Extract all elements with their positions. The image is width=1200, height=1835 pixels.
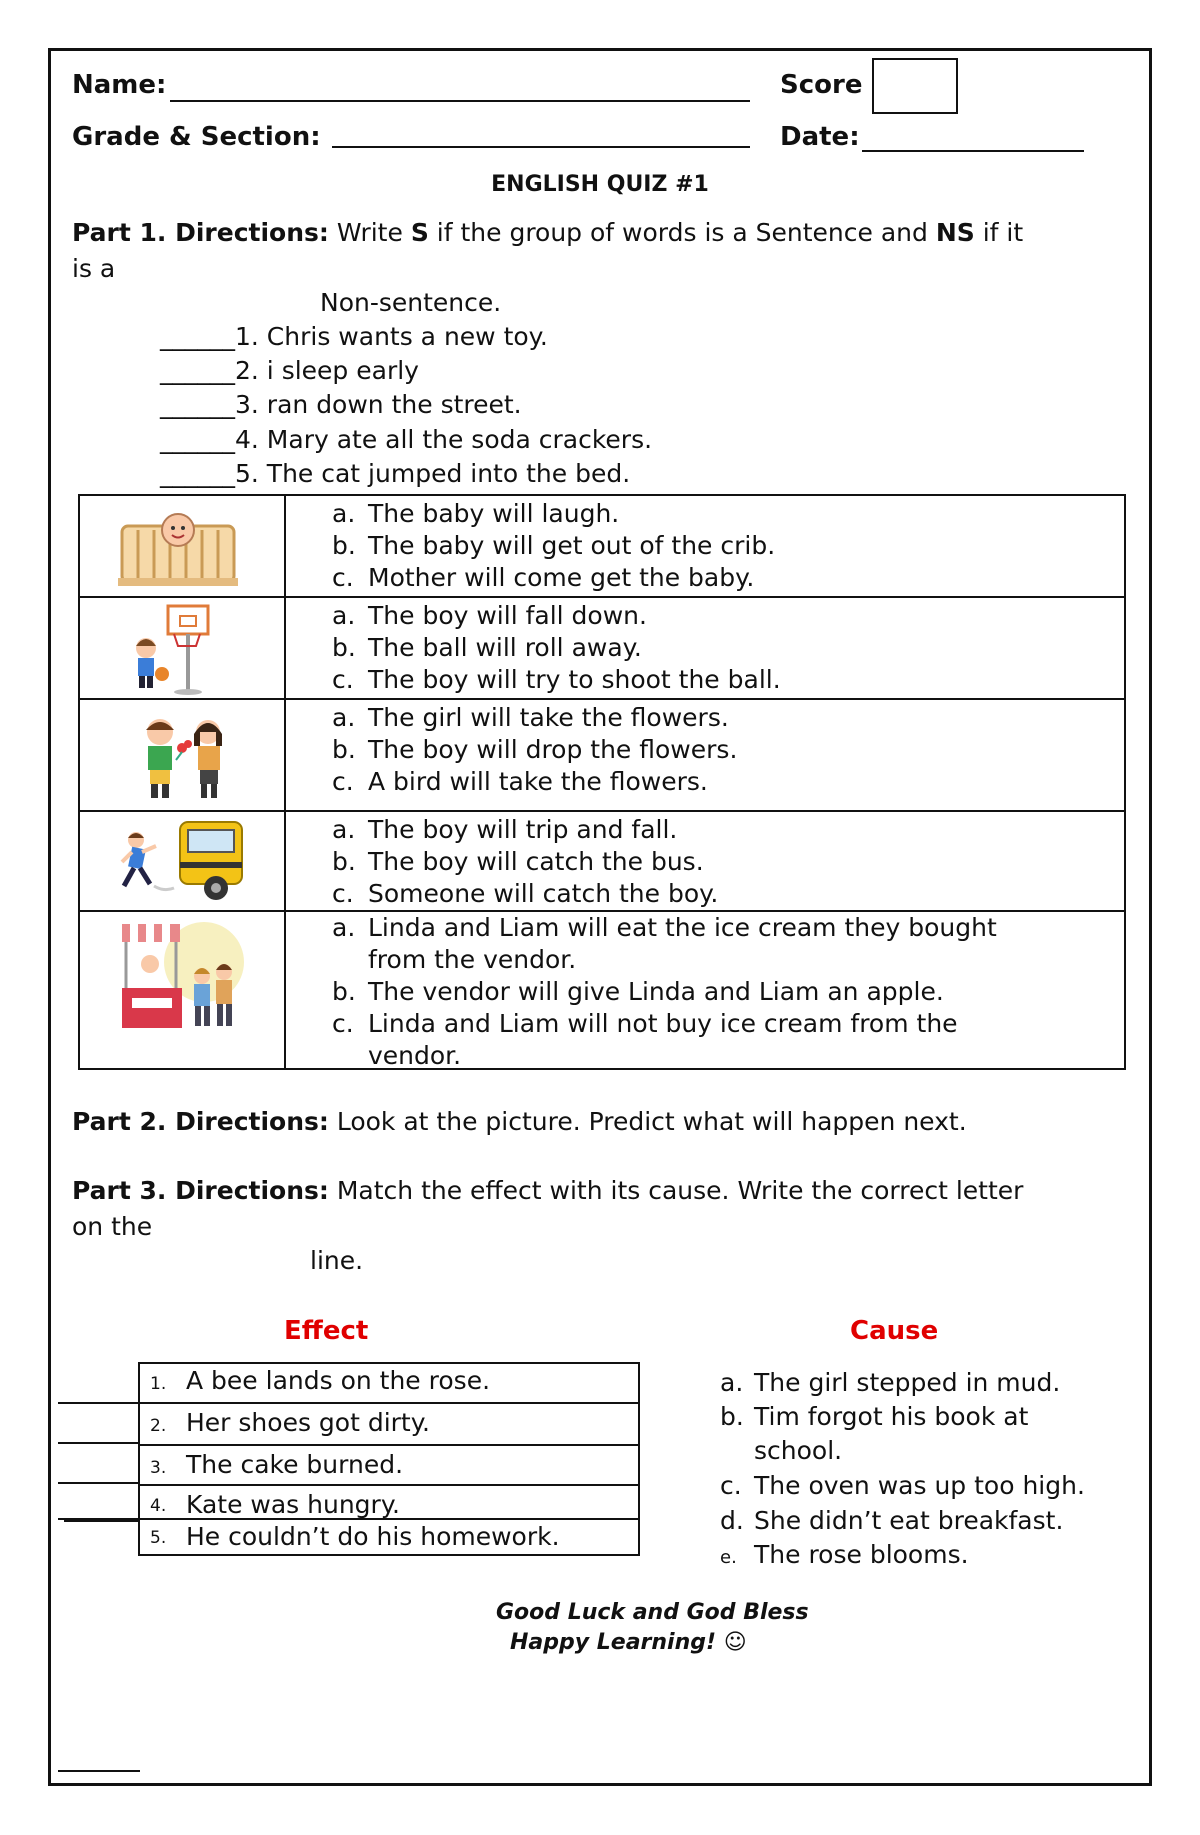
option-a: [332, 814, 677, 846]
effect-text: He couldn’t do his homework.: [186, 1522, 560, 1551]
cause-item-a: [720, 1366, 1060, 1400]
option-text: The boy will fall down.: [368, 601, 647, 630]
footer-line-1: Good Luck and God Bless: [496, 1600, 809, 1625]
part1-item-4: ______4. Mary ate all the soda crackers.: [160, 425, 653, 454]
part1-text-b: if the group of words is a Sentence and: [428, 218, 936, 247]
part2-directions: [72, 1107, 967, 1136]
bottom-answer-line: [58, 1770, 140, 1772]
cause-item-c: [720, 1469, 1085, 1503]
effect-row: [140, 1404, 638, 1446]
option-text: The boy will trip and fall.: [368, 815, 678, 844]
option-key: a.: [332, 703, 356, 732]
cause-key: b.: [720, 1402, 744, 1431]
cause-text: The girl stepped in mud.: [754, 1368, 1061, 1397]
baby-crib-picture: [118, 506, 238, 594]
effect-row: [140, 1364, 638, 1404]
prediction-row: [80, 598, 1124, 700]
cause-item-e: [720, 1538, 969, 1575]
option-text-continued: vendor.: [368, 1041, 462, 1070]
effect-number: 3.: [150, 1458, 167, 1478]
score-label: Score: [780, 70, 863, 100]
option-text: Linda and Liam will eat the ice cream they bought: [368, 913, 997, 942]
cause-key: a.: [720, 1368, 744, 1397]
option-b: [332, 632, 642, 664]
option-a: [332, 498, 619, 530]
effect-number: 4.: [150, 1496, 167, 1516]
option-key: a.: [332, 815, 356, 844]
part2-text: Look at the picture. Predict what will happen next.: [328, 1107, 967, 1136]
option-key: c.: [332, 665, 354, 694]
part3-line3: line.: [310, 1246, 364, 1275]
part1-item-5: ______5. The cat jumped into the bed.: [160, 459, 631, 488]
answer-line-2[interactable]: [58, 1442, 138, 1444]
cause-key: e.: [720, 1547, 737, 1568]
option-key: b.: [332, 847, 356, 876]
boy-girl-flowers-picture: [136, 712, 232, 806]
part1-item-3: ______3. ran down the street.: [160, 390, 522, 419]
name-field[interactable]: [170, 100, 750, 102]
cause-text: The oven was up too high.: [754, 1471, 1085, 1500]
option-text: The ball will roll away.: [368, 633, 642, 662]
option-text: The boy will catch the bus.: [368, 847, 704, 876]
effect-title: Effect: [284, 1316, 369, 1346]
part1-text-a: Write: [328, 218, 411, 247]
option-key: b.: [332, 735, 356, 764]
effect-number: 5.: [150, 1528, 167, 1548]
option-text: Linda and Liam will not buy ice cream from the: [368, 1009, 958, 1038]
option-c: [332, 878, 718, 910]
cause-title: Cause: [850, 1316, 939, 1346]
cause-key: c.: [720, 1471, 742, 1500]
option-text: The girl will take the flowers.: [368, 703, 729, 732]
cause-item-b-continued: school.: [754, 1436, 843, 1465]
option-text: The vendor will give Linda and Liam an apple.: [368, 977, 944, 1006]
option-c: [332, 562, 754, 594]
ice-cream-stand-picture: [120, 918, 244, 1042]
quiz-title: ENGLISH QUIZ #1: [491, 172, 709, 197]
option-key: a.: [332, 499, 356, 528]
effect-text: Kate was hungry.: [186, 1490, 401, 1519]
option-a: [332, 912, 997, 944]
option-text: The baby will get out of the crib.: [368, 531, 776, 560]
option-a: [332, 702, 729, 734]
cause-text: Tim forgot his book at: [754, 1402, 1029, 1431]
part3-text: Match the effect with its cause. Write the correct letter: [328, 1176, 1024, 1205]
prediction-row: [80, 496, 1124, 598]
effect-number: 1.: [150, 1374, 167, 1394]
option-text: Mother will come get the baby.: [368, 563, 755, 592]
option-text: The boy will drop the flowers.: [368, 735, 738, 764]
part1-item-1: ______1. Chris wants a new toy.: [160, 322, 548, 351]
answer-line-5[interactable]: [64, 1520, 138, 1522]
option-b: [332, 976, 944, 1008]
part1-s: S: [410, 218, 429, 247]
option-text-continued: from the vendor.: [368, 945, 577, 974]
date-field[interactable]: [862, 150, 1084, 152]
option-key: c.: [332, 563, 354, 592]
cause-key: d.: [720, 1506, 744, 1535]
grade-section-field[interactable]: [332, 146, 750, 148]
answer-line-3[interactable]: [58, 1482, 138, 1484]
option-key: a.: [332, 601, 356, 630]
cause-text: The rose blooms.: [754, 1540, 969, 1569]
name-label: Name:: [72, 70, 167, 100]
prediction-row: [80, 912, 1124, 1072]
cause-text: She didn’t eat breakfast.: [754, 1506, 1064, 1535]
cause-item-d: [720, 1504, 1063, 1538]
effect-row: [140, 1520, 638, 1556]
option-b: [332, 734, 737, 766]
cause-item-b: [720, 1400, 1028, 1434]
option-c: [332, 766, 708, 798]
effect-text: A bee lands on the rose.: [186, 1366, 491, 1395]
option-c-continued: [332, 1040, 461, 1072]
option-a-continued: [332, 944, 576, 976]
option-key: a.: [332, 913, 356, 942]
option-text: The baby will laugh.: [368, 499, 620, 528]
effect-text: Her shoes got dirty.: [186, 1408, 430, 1437]
option-c: [332, 1008, 958, 1040]
option-key: c.: [332, 1009, 354, 1038]
prediction-table: [78, 494, 1126, 1070]
prediction-row: [80, 700, 1124, 812]
part1-heading: Part 1. Directions:: [72, 218, 329, 247]
part1-text-c: if it: [974, 218, 1024, 247]
option-b: [332, 530, 775, 562]
option-b: [332, 846, 704, 878]
option-text: A bird will take the flowers.: [368, 767, 708, 796]
part3-line2: on the: [72, 1212, 153, 1241]
grade-section-label: Grade & Section:: [72, 122, 321, 152]
part1-line3: Non-sentence.: [320, 288, 502, 317]
option-key: b.: [332, 633, 356, 662]
part1-item-2: ______2. i sleep early: [160, 356, 419, 385]
part1-line2: is a: [72, 254, 116, 283]
part1-ns: NS: [935, 218, 975, 247]
effect-row: [140, 1446, 638, 1486]
effect-row: [140, 1486, 638, 1520]
option-key: c.: [332, 767, 354, 796]
boy-basketball-picture: [130, 602, 230, 700]
part1-directions: [72, 218, 1023, 247]
option-a: [332, 600, 647, 632]
footer-line-2: Happy Learning! ☺: [510, 1630, 747, 1655]
effect-text: The cake burned.: [186, 1450, 404, 1479]
option-text: The boy will try to shoot the ball.: [368, 665, 781, 694]
effect-table: [138, 1362, 640, 1556]
option-key: b.: [332, 977, 356, 1006]
option-key: b.: [332, 531, 356, 560]
option-c: [332, 664, 781, 696]
effect-number: 2.: [150, 1416, 167, 1436]
part3-heading: Part 3. Directions:: [72, 1176, 329, 1205]
date-label: Date:: [780, 122, 860, 152]
part3-directions: [72, 1176, 1023, 1205]
boy-bus-picture: [120, 816, 244, 912]
part2-heading: Part 2. Directions:: [72, 1107, 329, 1136]
answer-line-1[interactable]: [58, 1402, 138, 1404]
option-text: Someone will catch the boy.: [368, 879, 719, 908]
option-key: c.: [332, 879, 354, 908]
prediction-row: [80, 812, 1124, 912]
score-box[interactable]: [872, 58, 958, 114]
